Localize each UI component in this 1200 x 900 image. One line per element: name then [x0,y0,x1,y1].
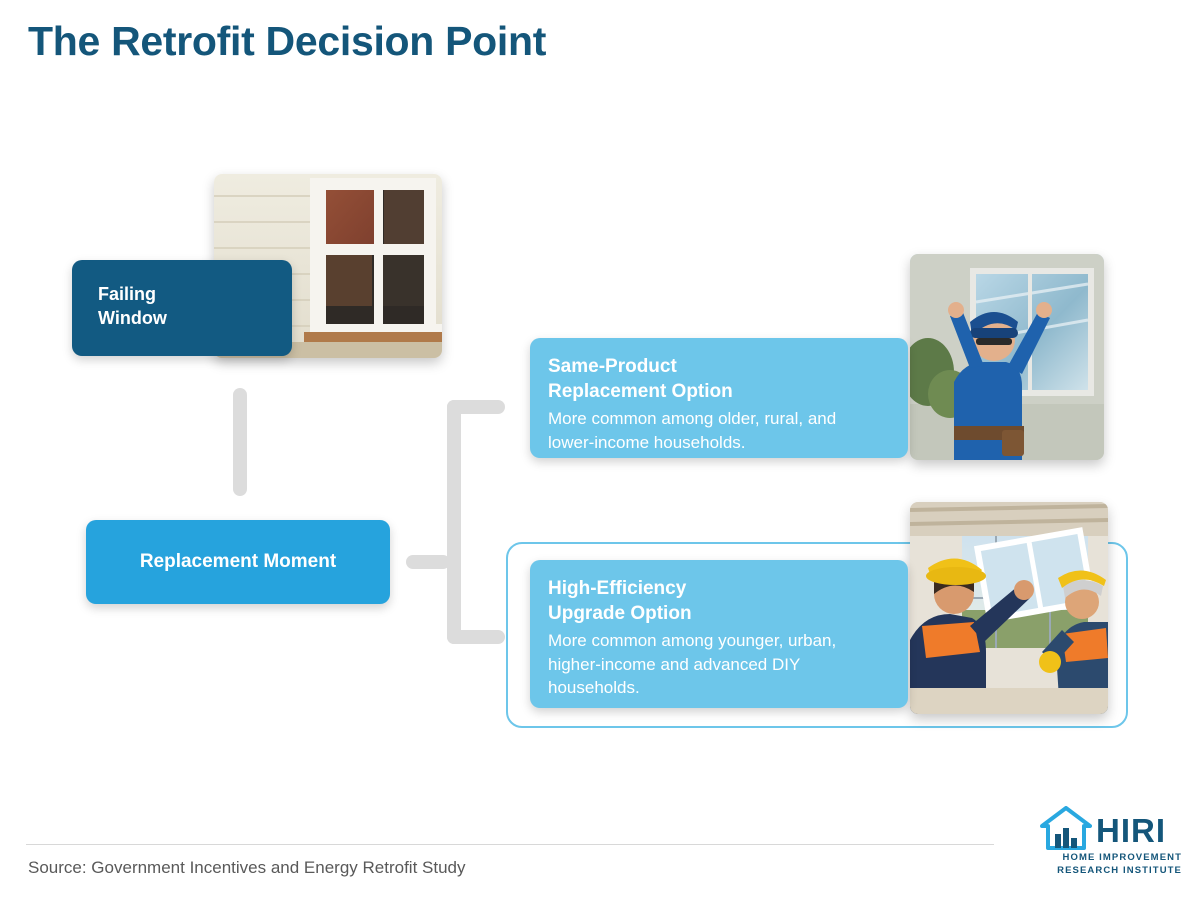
hiri-logo [1040,806,1182,882]
high-efficiency-title-line1: High-Efficiency [548,578,687,599]
connector-decision-stub [406,555,450,569]
window-installer-photo [910,254,1104,460]
failing-window-label-line2: Window [98,308,167,329]
option-card-same-product[interactable] [530,338,908,458]
connector-brace-bottom-arm [447,630,505,644]
installation-crew-photo [910,502,1108,714]
connector-vertical-start-to-decision [233,388,247,496]
logo-tagline [1056,852,1182,878]
logo-tagline-line2: RESEARCH INSTITUTE [1057,864,1182,876]
connector-brace-top-arm [447,400,505,414]
connector-brace-vertical [447,400,461,644]
same-product-description: More common among older, rural, and lower-income households. [548,409,837,452]
option-card-high-efficiency[interactable] [530,560,908,708]
page-title: The Retrofit Decision Point [28,18,547,64]
replacement-moment-label: Replacement Moment [139,551,337,572]
node-replacement-moment[interactable] [86,520,390,604]
footer-divider [26,844,994,845]
same-product-title-line2: Replacement Option [548,381,733,403]
same-product-title-line1: Same-Product [548,356,677,377]
failing-window-label-line1: Failing [98,284,156,304]
source-note: Source: Government Incentives and Energy Retrofit Study [28,858,466,877]
high-efficiency-description: More common among younger, urban, higher-income and advanced DIY households. [548,631,837,698]
high-efficiency-title-line2: Upgrade Option [548,603,692,625]
logo-wordmark: HIRI [1096,812,1166,849]
node-failing-window[interactable] [72,260,292,356]
logo-tagline-line1: HOME IMPROVEMENT [1062,852,1182,863]
house-icon [1040,806,1092,855]
